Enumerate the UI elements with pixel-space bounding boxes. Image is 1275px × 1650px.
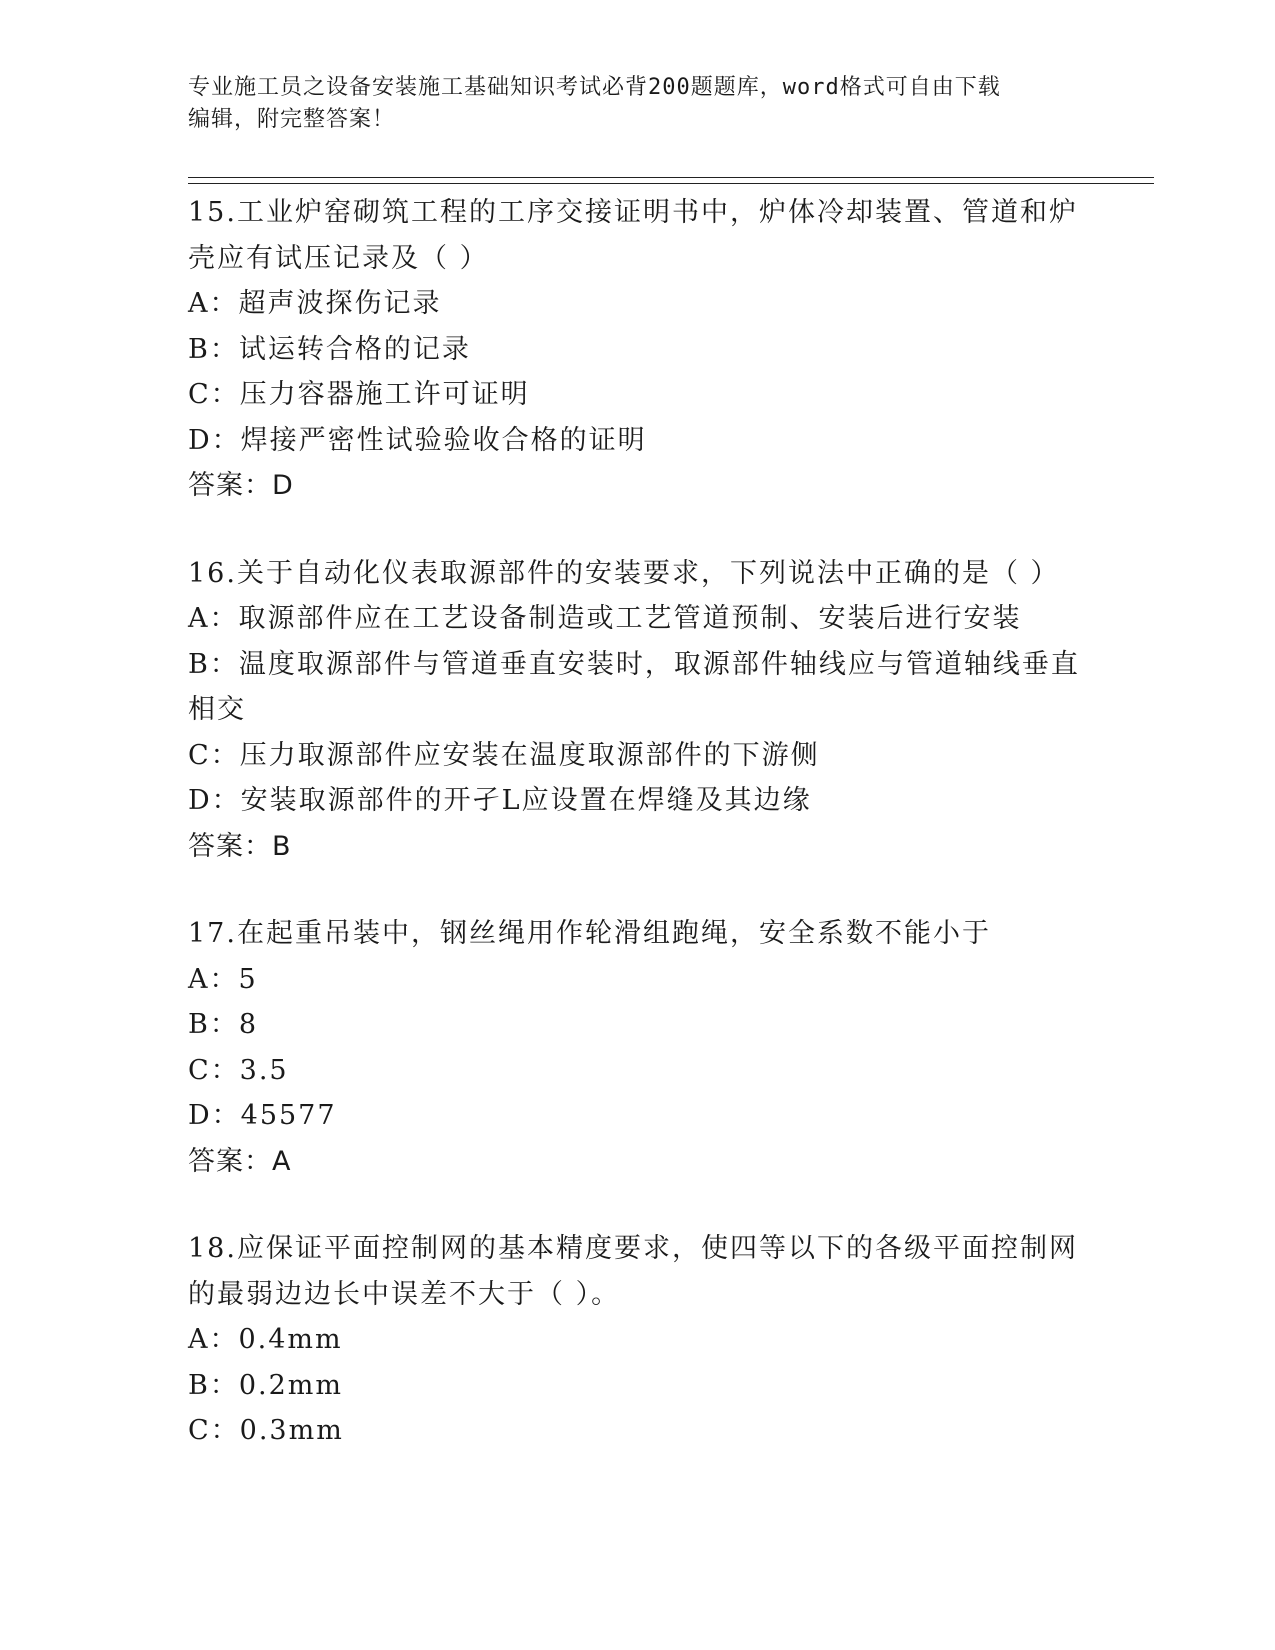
answer-option bbox=[188, 957, 1088, 1003]
answer-option-line: B：温度取源部件与管道垂直安装时，取源部件轴线应与管道轴线垂直 bbox=[188, 648, 1080, 680]
question-stem-line: 16.关于自动化仪表取源部件的安装要求，下列说法中正确的是（ ） bbox=[188, 557, 1060, 589]
question-block bbox=[188, 911, 1088, 1184]
answer-option bbox=[188, 1408, 1088, 1454]
answer-option-line: A：5 bbox=[188, 963, 258, 995]
answer-option-line: A：超声波探伤记录 bbox=[188, 288, 442, 319]
question-stem bbox=[188, 551, 1088, 597]
answer-option-line: A：0.4mm bbox=[188, 1324, 343, 1355]
correct-answer: 答案：D bbox=[188, 470, 294, 501]
question-stem bbox=[188, 1226, 1088, 1317]
question-block bbox=[188, 1226, 1088, 1454]
question-stem-line: 的最弱边边长中误差不大于（ ）。 bbox=[188, 1278, 621, 1310]
header-divider-top bbox=[188, 177, 1154, 178]
answer-option-line: D：45577 bbox=[188, 1100, 337, 1131]
answer-option-line: B：8 bbox=[188, 1009, 259, 1040]
answer-option-line: C：压力容器施工许可证明 bbox=[188, 379, 530, 410]
question-stem bbox=[188, 190, 1088, 281]
answer-option-line: A：取源部件应在工艺设备制造或工艺管道预制、安装后进行安装 bbox=[188, 603, 1022, 634]
question-stem bbox=[188, 911, 1088, 957]
answer-option bbox=[188, 327, 1088, 373]
document-header bbox=[188, 72, 1068, 136]
answer-option bbox=[188, 596, 1088, 642]
question-block bbox=[188, 190, 1088, 509]
question-list bbox=[188, 190, 1088, 1496]
answer-option-line: 相交 bbox=[188, 694, 246, 725]
answer-option bbox=[188, 1093, 1088, 1139]
answer-option-line: C：0.3mm bbox=[188, 1415, 344, 1446]
answer-option-line: B：0.2mm bbox=[188, 1369, 343, 1401]
answer-option bbox=[188, 281, 1088, 327]
answer-option bbox=[188, 1002, 1088, 1048]
answer-option-line: C：3.5 bbox=[188, 1054, 289, 1086]
question-stem-line: 17.在起重吊装中，钢丝绳用作轮滑组跑绳，安全系数不能小于 bbox=[188, 918, 991, 949]
answer-option-line: B：试运转合格的记录 bbox=[188, 333, 471, 365]
question-stem-line: 18.应保证平面控制网的基本精度要求，使四等以下的各级平面控制网 bbox=[188, 1233, 1078, 1264]
answer-option bbox=[188, 372, 1088, 418]
header-divider-bottom bbox=[188, 183, 1154, 184]
answer-option bbox=[188, 418, 1088, 464]
question-stem-line: 15.工业炉窑砌筑工程的工序交接证明书中，炉体冷却装置、管道和炉 bbox=[188, 197, 1078, 228]
answer-option bbox=[188, 733, 1088, 779]
answer-option-line: D：焊接严密性试验验收合格的证明 bbox=[188, 424, 647, 456]
header-title-line-1: 专业施工员之设备安装施工基础知识考试必背200题题库，word格式可自由下载 bbox=[188, 75, 1001, 100]
correct-answer: 答案：A bbox=[188, 1145, 292, 1177]
header-title-line-2: 编辑，附完整答案！ bbox=[188, 107, 396, 132]
question-block bbox=[188, 551, 1088, 870]
answer-option bbox=[188, 1363, 1088, 1409]
answer-option bbox=[188, 1317, 1088, 1363]
answer-option-line: C：压力取源部件应安装在温度取源部件的下游侧 bbox=[188, 739, 820, 771]
question-stem-line: 壳应有试压记录及（ ） bbox=[188, 242, 489, 274]
correct-answer: 答案：B bbox=[188, 830, 292, 862]
answer-option bbox=[188, 642, 1088, 733]
answer-option bbox=[188, 1048, 1088, 1094]
answer-option-line: D：安装取源部件的开孑L应设置在焊缝及其边缘 bbox=[188, 785, 812, 816]
answer-option bbox=[188, 778, 1088, 824]
